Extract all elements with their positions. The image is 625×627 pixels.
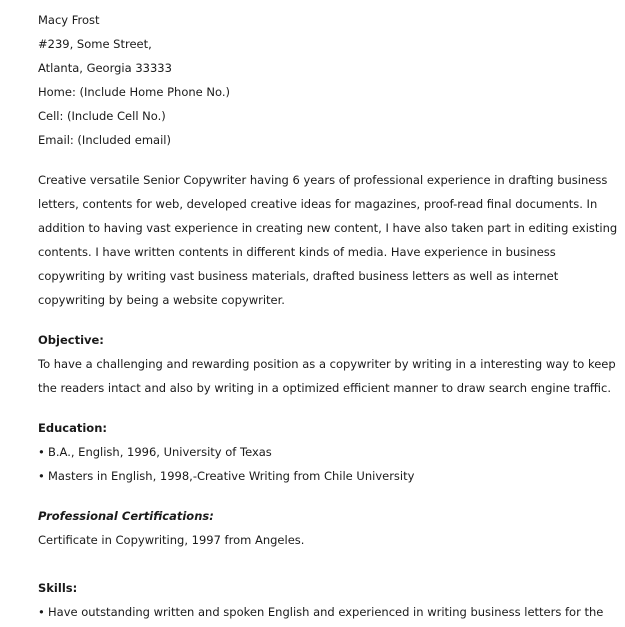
summary-section bbox=[38, 168, 618, 312]
education-heading: Education: bbox=[38, 421, 107, 435]
contact-home-phone: Home: (Include Home Phone No.) bbox=[38, 85, 230, 99]
contact-block bbox=[38, 8, 598, 152]
summary-line: contents. I have written contents in different kinds of media. Have experience in business bbox=[38, 245, 556, 259]
contact-address-line2: Atlanta, Georgia 33333 bbox=[38, 61, 172, 75]
objective-line: To have a challenging and rewarding position as a copywriter by writing in a interesting way to keep bbox=[38, 357, 616, 371]
resume-document bbox=[38, 8, 618, 624]
spacer bbox=[38, 312, 598, 328]
contact-address-line1 bbox=[38, 32, 598, 56]
spacer bbox=[38, 400, 598, 416]
summary-line: addition to having vast experience in creating new content, I have also taken part in editing existing bbox=[38, 221, 618, 235]
contact-name: Macy Frost bbox=[38, 13, 100, 27]
summary-line: letters, contents for web, developed creative ideas for magazines, proof-read final documents. In bbox=[38, 197, 598, 211]
education-section bbox=[38, 416, 598, 488]
certifications-text: Certificate in Copywriting, 1997 from Angeles. bbox=[38, 533, 305, 547]
spacer bbox=[38, 552, 598, 576]
certifications-heading: Professional Certifications: bbox=[38, 509, 214, 523]
objective-section bbox=[38, 328, 616, 400]
skills-item: • Have outstanding written and spoken English and experienced in writing business letters for the bbox=[38, 600, 598, 624]
address-street: , Some Street, bbox=[69, 37, 152, 51]
contact-email: Email: (Included email) bbox=[38, 133, 171, 147]
skills-section bbox=[38, 576, 604, 624]
spacer bbox=[38, 152, 598, 168]
address-number: #239 bbox=[38, 37, 70, 51]
objective-heading: Objective: bbox=[38, 333, 104, 347]
spacer bbox=[38, 488, 598, 504]
summary-line: copywriting by writing vast business materials, drafted business letters as well as internet bbox=[38, 269, 559, 283]
summary-line: Creative versatile Senior Copywriter having 6 years of professional experience in drafting business bbox=[38, 173, 608, 187]
education-item: • B.A., English, 1996, University of Texas bbox=[38, 440, 598, 464]
skills-heading: Skills: bbox=[38, 581, 78, 595]
objective-line: the readers intact and also by writing in a optimized efficient manner to draw search engine traffic. bbox=[38, 381, 611, 395]
certifications-section bbox=[38, 504, 598, 552]
education-item: • Masters in English, 1998,-Creative Writing from Chile University bbox=[38, 464, 598, 488]
summary-line: copywriting by being a website copywriter. bbox=[38, 293, 285, 307]
contact-cell-phone: Cell: (Include Cell No.) bbox=[38, 109, 166, 123]
